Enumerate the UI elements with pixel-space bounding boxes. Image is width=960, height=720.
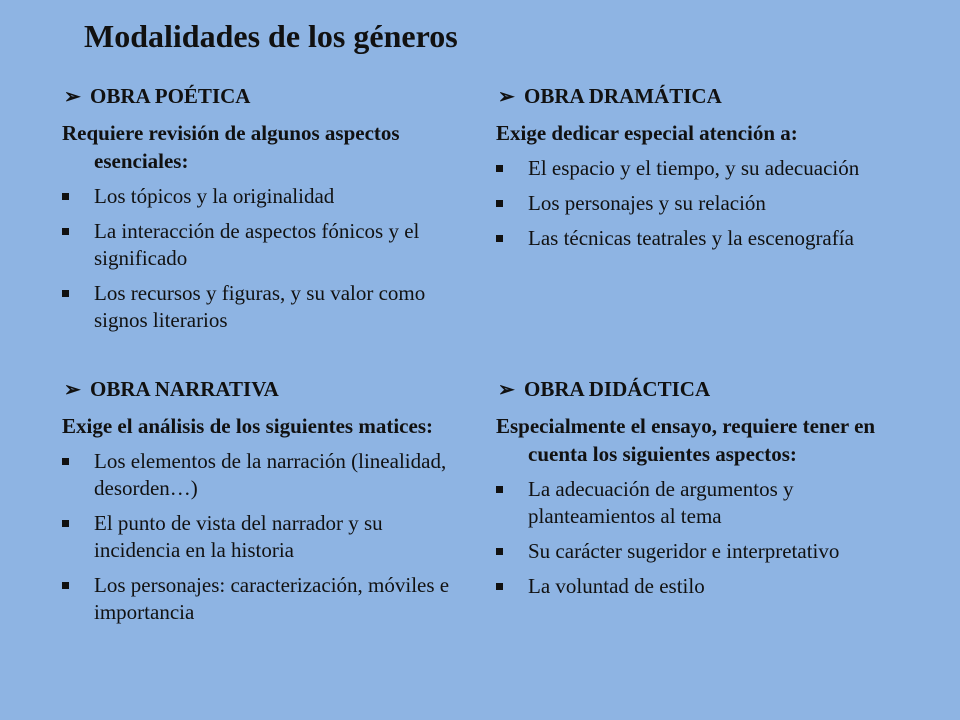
arrow-bullet-icon: ➢ bbox=[64, 85, 81, 108]
section-obra-poetica bbox=[62, 82, 462, 334]
arrow-bullet-icon: ➢ bbox=[498, 85, 515, 108]
square-bullet-icon bbox=[62, 280, 94, 334]
list-item: Los recursos y figuras, y su valor como signos literarios bbox=[62, 280, 462, 334]
square-bullet-icon bbox=[62, 572, 94, 626]
item-list bbox=[62, 183, 462, 334]
list-item: Los personajes: caracterización, móviles e importancia bbox=[62, 572, 462, 626]
section-heading bbox=[62, 82, 462, 110]
list-item: La voluntad de estilo bbox=[496, 573, 896, 600]
item-list bbox=[496, 155, 896, 252]
square-bullet-icon bbox=[62, 448, 94, 502]
section-obra-didactica bbox=[496, 375, 896, 600]
square-bullet-icon bbox=[496, 225, 528, 252]
arrow-bullet-icon: ➢ bbox=[498, 378, 515, 401]
square-bullet-icon bbox=[62, 183, 94, 210]
section-intro: Requiere revisión de algunos aspectos esenciales: bbox=[62, 121, 400, 173]
list-item: El espacio y el tiempo, y su adecuación bbox=[496, 155, 896, 182]
section-heading bbox=[496, 82, 896, 110]
section-intro: Exige dedicar especial atención a: bbox=[496, 121, 798, 145]
list-item: Los elementos de la narración (linealidad, desorden…) bbox=[62, 448, 462, 502]
section-heading bbox=[62, 375, 462, 403]
section-heading bbox=[496, 375, 896, 403]
square-bullet-icon bbox=[62, 218, 94, 272]
section-heading-label: OBRA POÉTICA bbox=[90, 83, 251, 108]
square-bullet-icon bbox=[496, 476, 528, 530]
section-obra-narrativa bbox=[62, 375, 462, 626]
section-heading-label: OBRA DIDÁCTICA bbox=[524, 376, 711, 401]
section-intro: Exige el análisis de los siguientes matices: bbox=[62, 414, 433, 438]
square-bullet-icon bbox=[62, 510, 94, 564]
square-bullet-icon bbox=[496, 573, 528, 600]
square-bullet-icon bbox=[496, 155, 528, 182]
square-bullet-icon bbox=[496, 190, 528, 217]
item-list bbox=[496, 476, 896, 600]
list-item: Su carácter sugeridor e interpretativo bbox=[496, 538, 896, 565]
section-heading-label: OBRA NARRATIVA bbox=[90, 376, 279, 401]
section-heading-label: OBRA DRAMÁTICA bbox=[524, 83, 722, 108]
item-list bbox=[62, 448, 462, 626]
list-item: Los tópicos y la originalidad bbox=[62, 183, 462, 210]
list-item: Los personajes y su relación bbox=[496, 190, 896, 217]
list-item: El punto de vista del narrador y su incidencia en la historia bbox=[62, 510, 462, 564]
section-intro: Especialmente el ensayo, requiere tener en cuenta los siguientes aspectos: bbox=[496, 414, 876, 466]
arrow-bullet-icon: ➢ bbox=[64, 378, 81, 401]
section-obra-dramatica bbox=[496, 82, 896, 252]
list-item: La interacción de aspectos fónicos y el significado bbox=[62, 218, 462, 272]
list-item: Las técnicas teatrales y la escenografía bbox=[496, 225, 896, 252]
list-item: La adecuación de argumentos y planteamientos al tema bbox=[496, 476, 896, 530]
slide-title: Modalidades de los géneros bbox=[84, 18, 458, 54]
square-bullet-icon bbox=[496, 538, 528, 565]
